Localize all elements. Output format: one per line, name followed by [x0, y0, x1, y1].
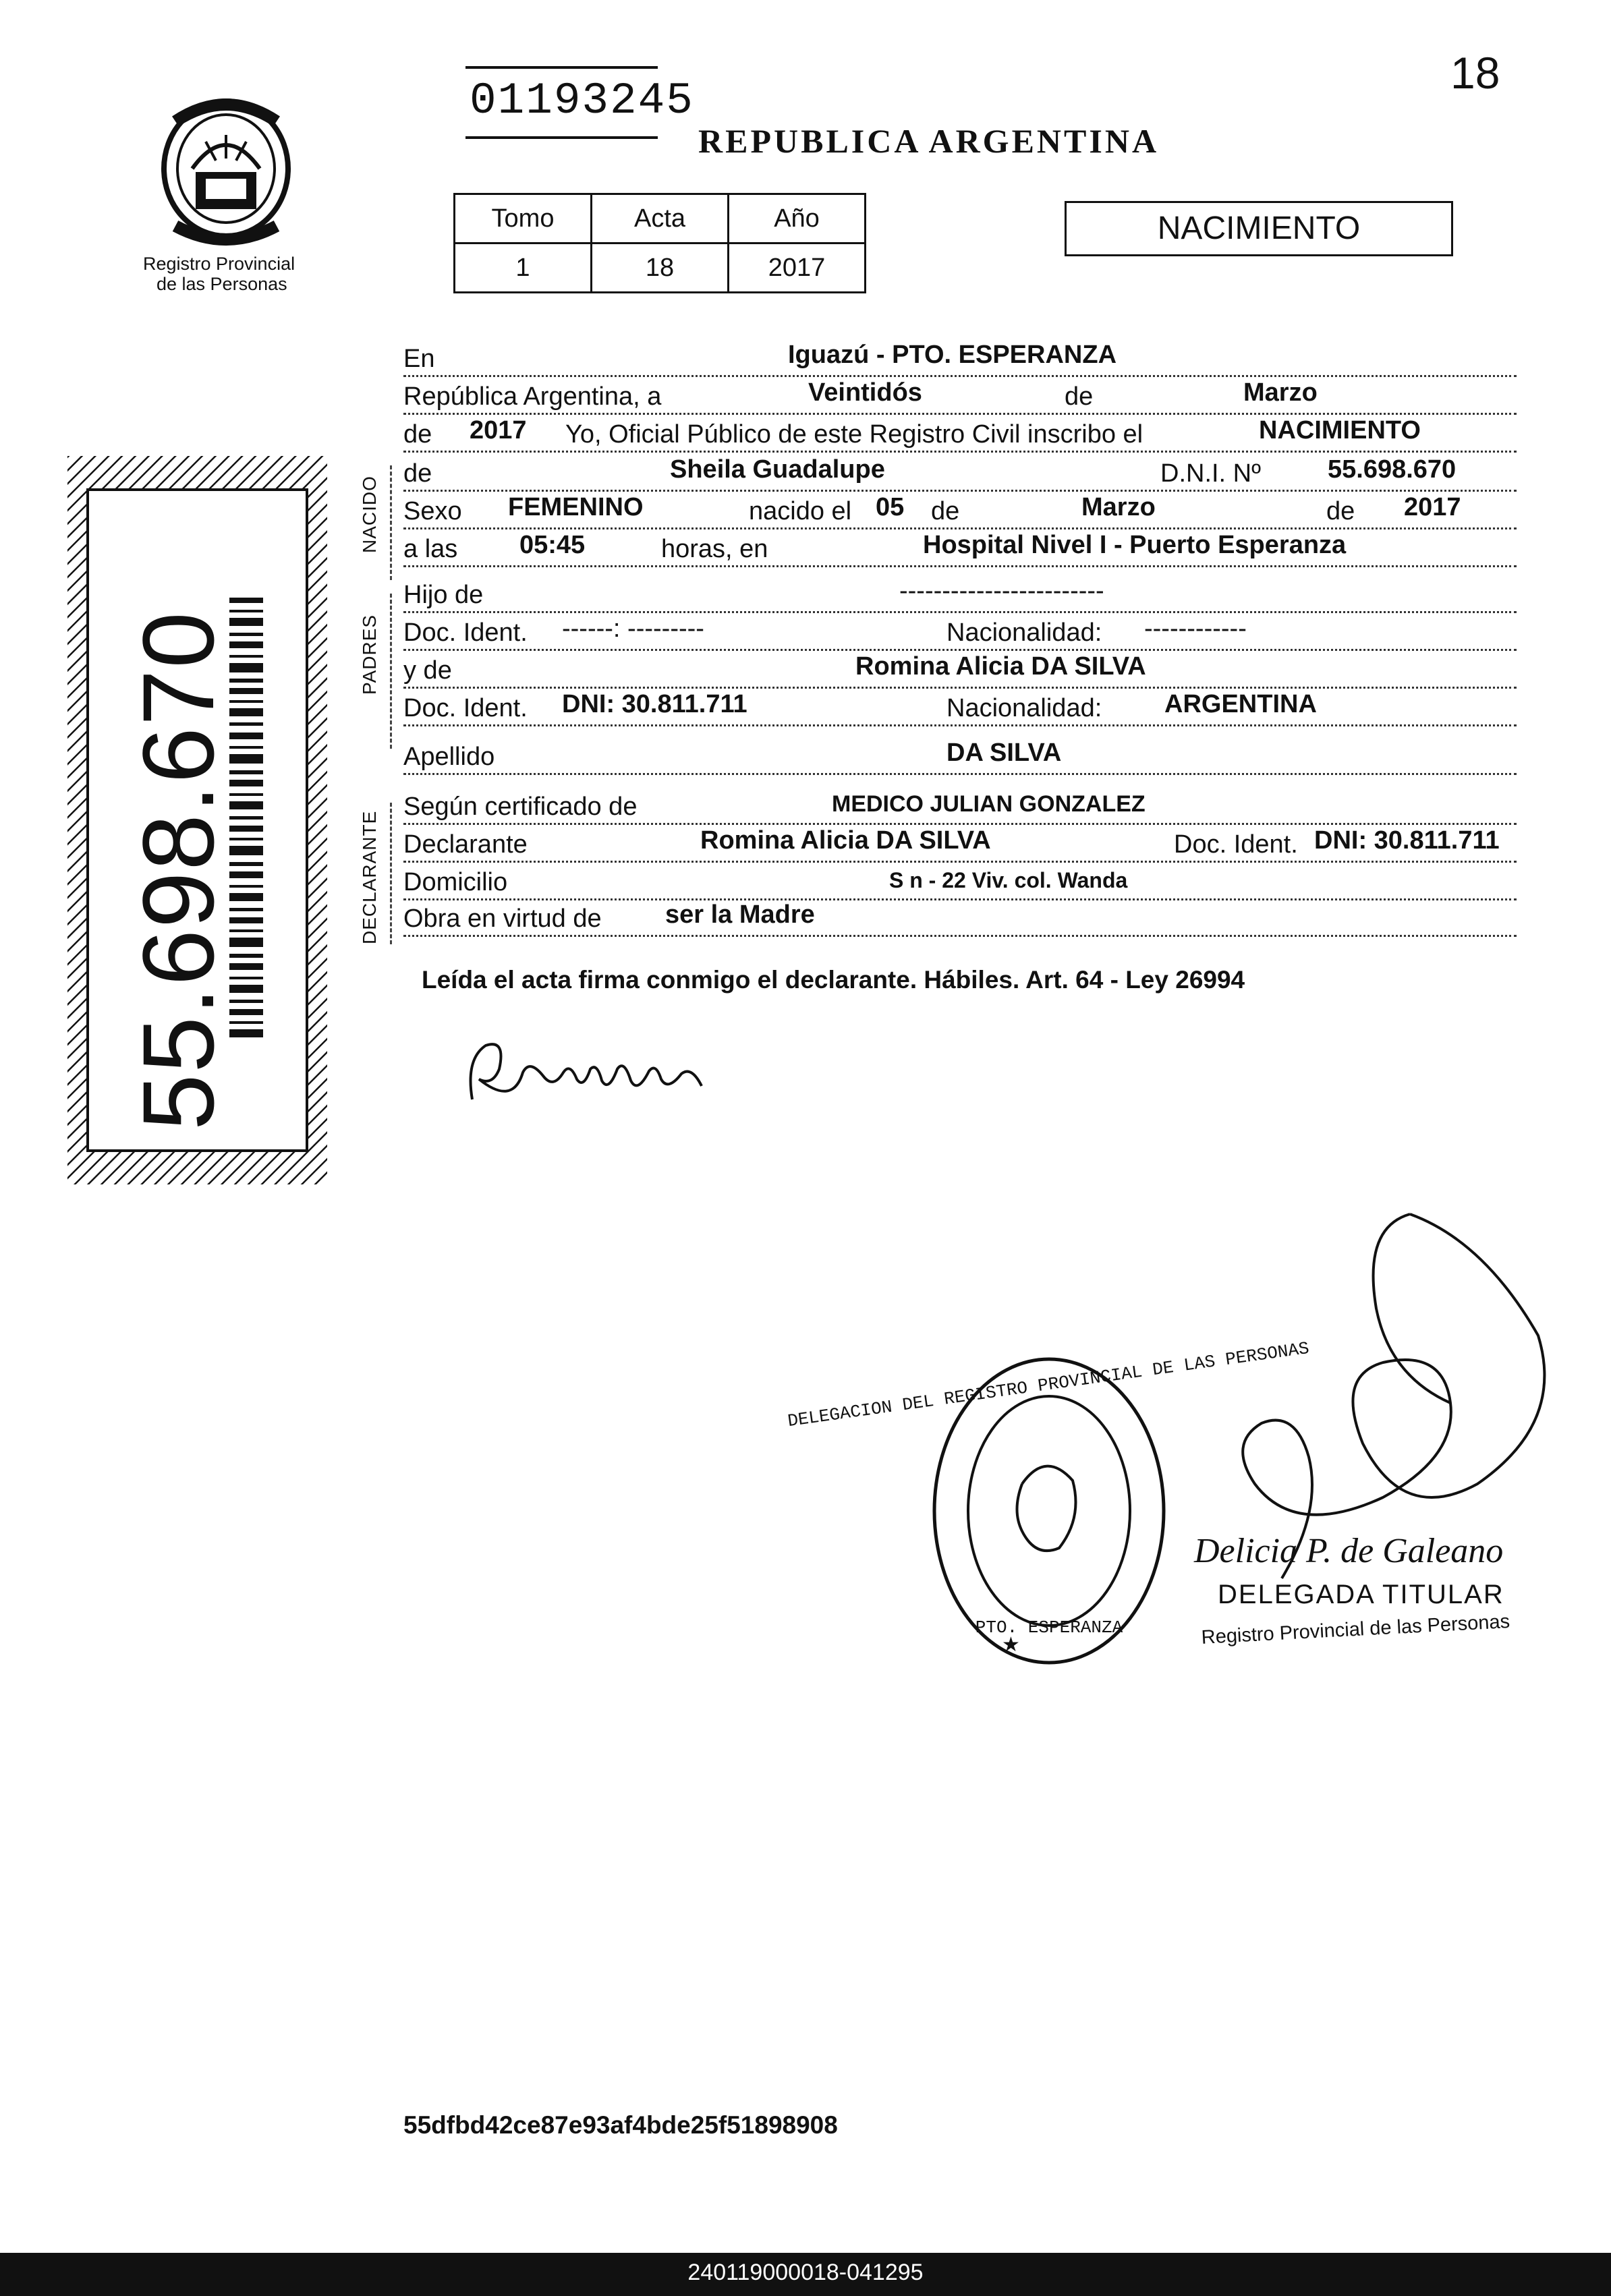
- record-table-value-row: [455, 243, 866, 293]
- form-line-time-place: [403, 527, 1517, 567]
- record-header-acta: Acta: [592, 194, 729, 243]
- label-republica: República Argentina, a: [403, 382, 662, 411]
- official-office: Registro Provincial de las Personas: [1201, 1611, 1510, 1648]
- label-child-de: de: [403, 459, 432, 488]
- label-de-birth-month: de: [931, 497, 960, 525]
- value-birth-place: Hospital Nivel I - Puerto Esperanza: [923, 531, 1347, 559]
- form-line-domicilio: [403, 861, 1517, 900]
- label-y-de: y de: [403, 656, 452, 685]
- record-value-ano: 2017: [729, 243, 866, 293]
- value-birth-time: 05:45: [519, 531, 586, 559]
- value-apellido: DA SILVA: [946, 739, 1062, 767]
- value-place: Iguazú - PTO. ESPERANZA: [788, 341, 1117, 369]
- form-line-apellido: [403, 735, 1517, 775]
- label-obra: Obra en virtud de: [403, 905, 602, 933]
- logo-caption-line1: Registro Provincial: [143, 254, 295, 274]
- label-nacido-el: nacido el: [749, 497, 852, 525]
- record-value-acta: 18: [592, 243, 729, 293]
- form-line-obra: [403, 897, 1517, 937]
- record-header-tomo: Tomo: [455, 194, 592, 243]
- label-nacionalidad-mother: Nacionalidad:: [946, 694, 1102, 722]
- form-line-inscribo: [403, 413, 1517, 453]
- serial-number: 01193245: [470, 76, 694, 126]
- section-divider-nacido: [390, 465, 395, 580]
- label-doc-declarante: Doc. Ident.: [1174, 830, 1298, 859]
- value-birth-month: Marzo: [1081, 493, 1156, 521]
- provincial-seal-logo: [152, 94, 300, 250]
- official-title: DELEGADA TITULAR: [1218, 1580, 1504, 1609]
- declarant-signature: [459, 1032, 715, 1120]
- stamp-inner-text: PTO. ESPERANZA: [975, 1617, 1123, 1638]
- form-line-child: [403, 452, 1517, 492]
- label-declarante: Declarante: [403, 830, 528, 859]
- form-line-mother: [403, 649, 1517, 689]
- value-sexo: FEMENINO: [508, 493, 644, 521]
- record-header-ano: Año: [729, 194, 866, 243]
- value-declarante: Romina Alicia DA SILVA: [700, 826, 991, 855]
- barcode-block: [67, 456, 327, 1184]
- label-domicilio: Domicilio: [403, 868, 508, 896]
- official-stamp: [786, 1338, 1311, 1673]
- value-doc-father: ------: ---------: [562, 614, 704, 643]
- label-inscribo: Yo, Oficial Público de este Registro Civil inscribo el: [565, 420, 1143, 449]
- label-certificado: Según certificado de: [403, 793, 638, 821]
- page-number: 18: [1450, 48, 1500, 98]
- label-hijo-de: Hijo de: [403, 581, 484, 609]
- country-title: REPUBLICA ARGENTINA: [698, 122, 1160, 160]
- logo-caption-line2: de las Personas: [157, 274, 287, 294]
- form-line-doc-mother: [403, 687, 1517, 726]
- value-birth-day: 05: [876, 493, 905, 521]
- label-a-las: a las: [403, 535, 458, 563]
- label-sexo: Sexo: [403, 497, 462, 525]
- label-horas-en: horas, en: [661, 535, 768, 563]
- certificate-type-box: NACIMIENTO: [1065, 201, 1453, 256]
- value-year: 2017: [470, 416, 527, 444]
- section-divider-padres: [390, 594, 395, 749]
- value-inscribo: NACIMIENTO: [1259, 416, 1421, 444]
- footer-code: 240119000018-041295: [687, 2260, 924, 2285]
- form-line-declarante: [403, 823, 1517, 863]
- value-dni: 55.698.670: [1328, 455, 1457, 484]
- label-doc-father: Doc. Ident.: [403, 619, 528, 647]
- side-label-padres: PADRES: [359, 614, 380, 695]
- side-label-declarante: DECLARANTE: [359, 810, 380, 944]
- value-birth-year: 2017: [1404, 493, 1461, 521]
- barcode-dni: 55.698.670: [121, 610, 235, 1130]
- section-divider-declarante: [390, 803, 395, 944]
- value-nacionalidad-mother: ARGENTINA: [1164, 690, 1317, 718]
- label-en: En: [403, 345, 435, 373]
- record-value-tomo: 1: [455, 243, 592, 293]
- value-nacionalidad-father: ------------: [1144, 614, 1247, 643]
- label-dni: D.N.I. Nº: [1160, 459, 1261, 488]
- stamp-ring-text: DELEGACION DEL REGISTRO PROVINCIAL DE LAS PERSONAS: [786, 1338, 1311, 1432]
- legal-note: Leída el acta firma conmigo el declarante. Hábiles. Art. 64 - Ley 26994: [422, 966, 1245, 994]
- value-hijo: ------------------------: [899, 577, 1104, 605]
- official-name: Delicia P. de Galeano: [1194, 1532, 1504, 1570]
- label-apellido: Apellido: [403, 743, 495, 771]
- record-table-header-row: [455, 194, 866, 243]
- form-line-en: [403, 337, 1517, 377]
- form-line-hijo: [403, 573, 1517, 613]
- stamp-star-icon: ★: [1002, 1634, 1020, 1656]
- side-label-nacido: NACIDO: [359, 476, 380, 553]
- value-certificado: MEDICO JULIAN GONZALEZ: [832, 791, 1146, 817]
- label-de-month: de: [1065, 382, 1094, 411]
- form-line-certificado: [403, 785, 1517, 825]
- value-child-name: Sheila Guadalupe: [670, 455, 885, 484]
- value-day: Veintidós: [808, 378, 922, 407]
- document-hash: 55dfbd42ce87e93af4bde25f51898908: [403, 2111, 838, 2139]
- form-line-date: [403, 375, 1517, 415]
- label-de-birth-year: de: [1326, 497, 1355, 525]
- value-mother-name: Romina Alicia DA SILVA: [855, 652, 1146, 681]
- label-nacionalidad-father: Nacionalidad:: [946, 619, 1102, 647]
- label-doc-mother: Doc. Ident.: [403, 694, 528, 722]
- form-line-sexo: [403, 490, 1517, 529]
- label-de-year: de: [403, 420, 432, 449]
- form-line-doc-father: [403, 611, 1517, 651]
- value-domicilio: S n - 22 Viv. col. Wanda: [889, 868, 1128, 892]
- value-doc-declarante: DNI: 30.811.711: [1314, 826, 1500, 855]
- record-table: [453, 193, 866, 293]
- value-month: Marzo: [1243, 378, 1318, 407]
- value-doc-mother: DNI: 30.811.711: [562, 690, 747, 718]
- value-obra: ser la Madre: [665, 900, 815, 929]
